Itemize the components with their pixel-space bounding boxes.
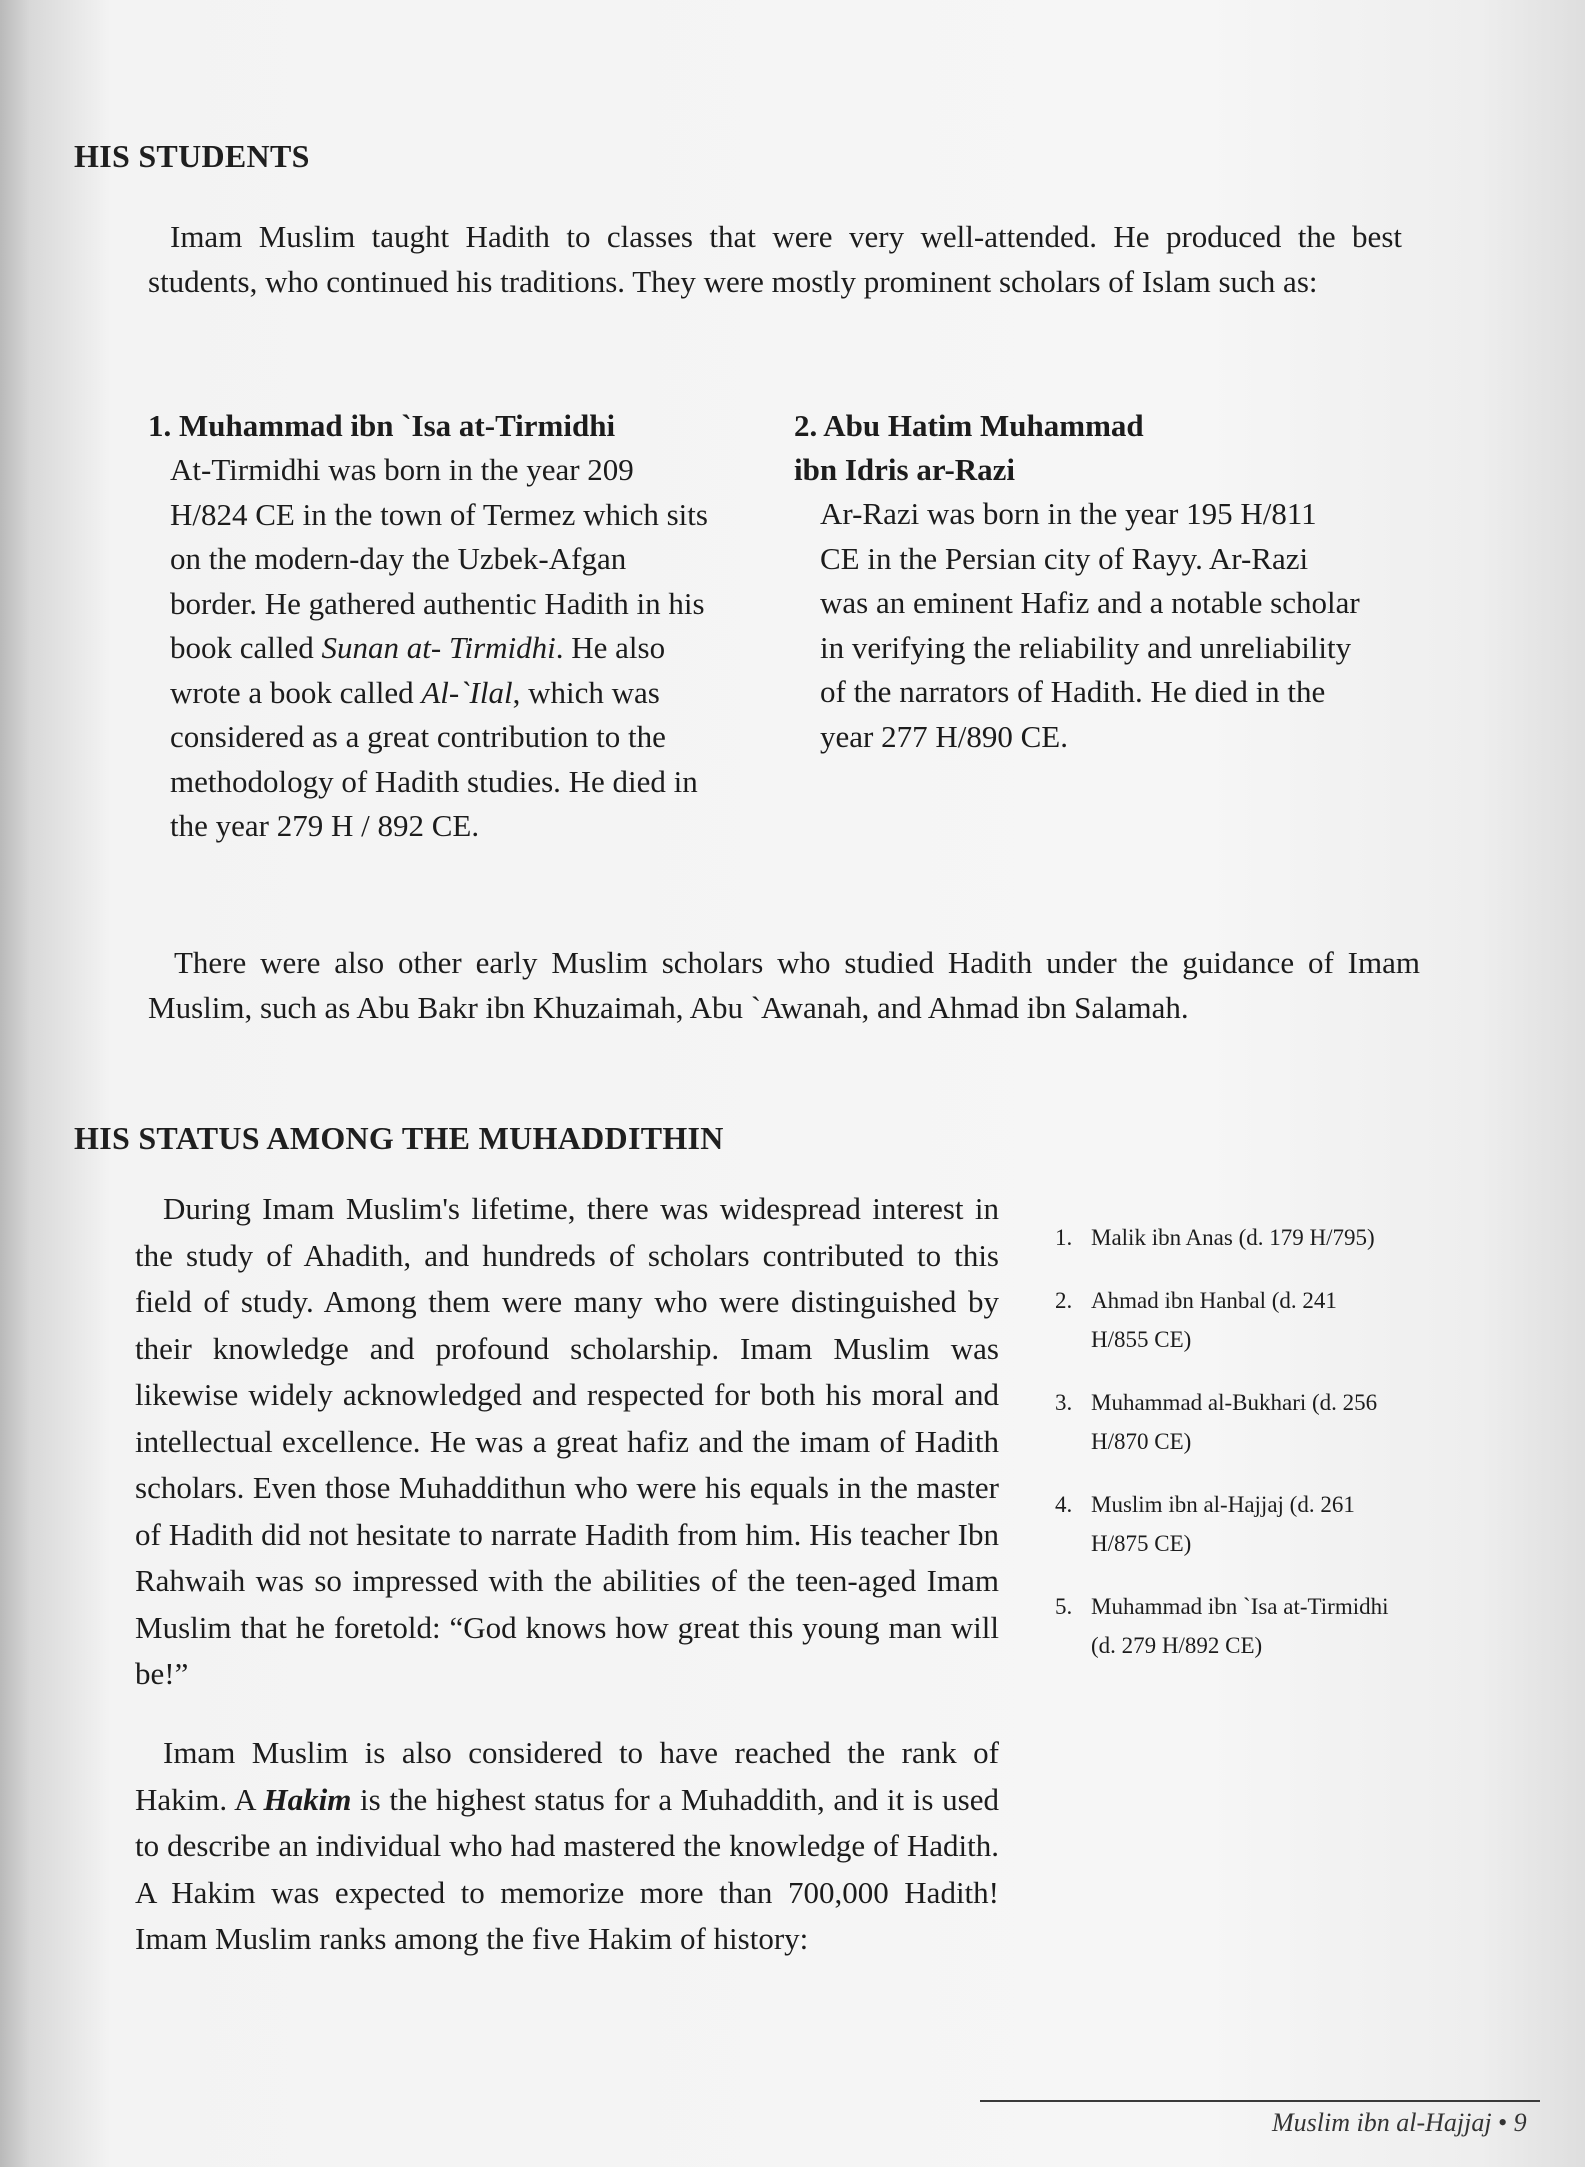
list-item — [1055, 1587, 1400, 1665]
students-intro: Imam Muslim taught Hadith to classes that were very well-attended. He produced the best students, who continued his traditions. They were mostly prominent scholars of Islam such as: — [148, 219, 1402, 299]
section-heading-students: HIS STUDENTS — [74, 138, 310, 174]
students-closing: There were also other early Muslim scholars who studied Hadith under the guidance of Imam Muslim, such as Abu Bakr ibn Khuzaimah, Abu `Awanah, and Ahmad ibn Salamah. — [148, 945, 1420, 1025]
book-title-sunan: Sunan at- Tirmidhi — [321, 630, 556, 665]
hakim-list — [1055, 1218, 1400, 1689]
para-text: Imam Muslim is also considered to have reached the rank of Hakim. A — [135, 1735, 999, 1817]
list-item — [1055, 1281, 1400, 1359]
list-number: 5. — [1055, 1594, 1073, 1619]
list-number: 3. — [1055, 1390, 1073, 1415]
student-title-razi — [794, 404, 1354, 492]
book-title-ilal: Al-`Ilal — [421, 674, 513, 710]
list-text: Ahmad ibn Hanbal (d. 241 H/855 CE) — [1091, 1288, 1337, 1352]
footer-rule — [980, 2100, 1540, 2102]
student-title-line: 2. Abu Hatim Muhammad — [794, 408, 1144, 443]
list-text: Malik ibn Anas (d. 179 H/795) — [1091, 1225, 1375, 1250]
bio-text: . He also wrote a book called — [170, 630, 666, 710]
list-item — [1055, 1383, 1400, 1461]
page-footer — [1272, 2108, 1527, 2138]
list-number: 2. — [1055, 1288, 1073, 1313]
list-text: Muslim ibn al-Hajjaj (d. 261 H/875 CE) — [1091, 1492, 1355, 1556]
student-column-tirmidhi — [148, 404, 738, 849]
list-item — [1055, 1218, 1400, 1257]
bio-text: At-Tirmidhi was born in the year 209 H/824 CE in the town of Termez which sits on the modern-day the Uzbek-Afgan border. He gathered authentic Hadith in his book called — [170, 452, 708, 665]
hakim-term: Hakim — [263, 1781, 352, 1817]
footer-bullet: • — [1498, 2108, 1508, 2137]
running-title: Muslim ibn al-Hajjaj — [1272, 2108, 1492, 2137]
section-heading-status: HIS STATUS AMONG THE MUHADDITHIN — [74, 1120, 724, 1156]
student-column-razi — [794, 404, 1360, 759]
student-bio-tirmidhi — [148, 448, 715, 849]
student-title-tirmidhi: 1. Muhammad ibn `Isa at-Tirmidhi — [148, 408, 616, 443]
status-paragraph-2 — [135, 1730, 999, 1963]
bio-text: , which was considered as a great contribution to the methodology of Hadith studies. He died in the year 279 H / 892 CE. — [170, 674, 698, 843]
status-paragraph-1: During Imam Muslim's lifetime, there was widespread interest in the study of Ahadith, and hundreds of scholars contributed to this field of study. Among them were many who were distinguished by their knowledge and profound scholarship. Imam Muslim was likewise widely acknowledged and respected for both his moral and intellectual excellence. He was a great hafiz and the imam of Hadith scholars. Even those Muhaddithun who were his equals in the master of Hadith did not hesitate to narrate Hadith from him. His teacher Ibn Rahwaih was so impressed with the abilities of the teen-aged Imam Muslim that he foretold: “God knows how great this young man will be!” — [135, 1191, 999, 1691]
list-number: 4. — [1055, 1492, 1073, 1517]
student-bio-razi: Ar-Razi was born in the year 195 H/811 CE in the Persian city of Rayy. Ar-Razi was an eminent Hafiz and a notable scholar in verifying the reliability and unreliability of the narrators of Hadith. He died in the year 277 H/890 CE. — [820, 496, 1360, 754]
page-number: 9 — [1513, 2108, 1527, 2137]
student-title-line: ibn Idris ar-Razi — [794, 452, 1016, 487]
list-number: 1. — [1055, 1225, 1073, 1250]
list-text: Muhammad ibn `Isa at-Tirmidhi (d. 279 H/892 CE) — [1091, 1594, 1389, 1658]
list-text: Muhammad al-Bukhari (d. 256 H/870 CE) — [1091, 1390, 1378, 1454]
list-item — [1055, 1485, 1400, 1563]
para-text: is the highest status for a Muhaddith, and it is used to describe an individual who had mastered the knowledge of Hadith. A Hakim was expected to memorize more than 700,000 Hadith! Imam Muslim ranks among the five Hakim of history: — [135, 1781, 999, 1956]
